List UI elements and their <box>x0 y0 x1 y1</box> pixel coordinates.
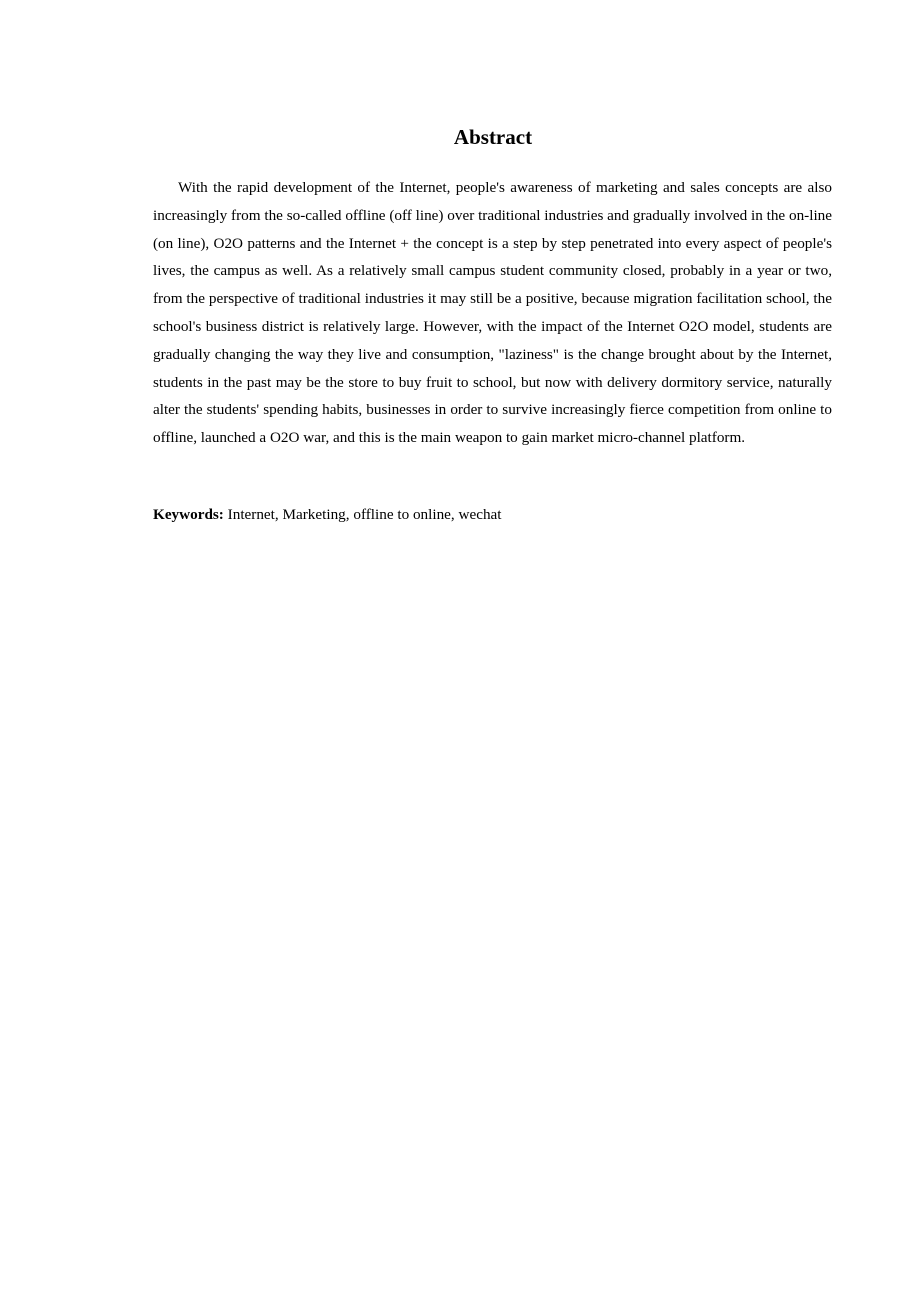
keywords-line <box>153 501 832 529</box>
abstract-title: Abstract <box>453 125 533 149</box>
keywords-label: Keywords: <box>153 506 224 523</box>
keywords-value: Internet, Marketing, offline to online, wechat <box>223 506 502 523</box>
abstract-body: With the rapid development of the Internet, people's awareness of marketing and sales concepts are also increasingly from the so-called offline (off line) over traditional industries and gradually involved in the on-line (on line), O2O patterns and the Internet + the concept is a step by step penetrated into every aspect of people's lives, the campus as well. As a relatively small campus student community closed, probably in a year or two, from the perspective of traditional industries it may still be a positive, because migration facilitation school, the school's business district is relatively large. However, with the impact of the Internet O2O model, students are gradually changing the way they live and consumption, "laziness" is the change brought about by the Internet, students in the past may be the store to buy fruit to school, but now with delivery dormitory service, naturally alter the students' spending habits, businesses in order to survive increasingly fierce competition from online to offline, launched a O2O war, and this is the main weapon to gain market micro-channel platform. <box>153 179 832 447</box>
